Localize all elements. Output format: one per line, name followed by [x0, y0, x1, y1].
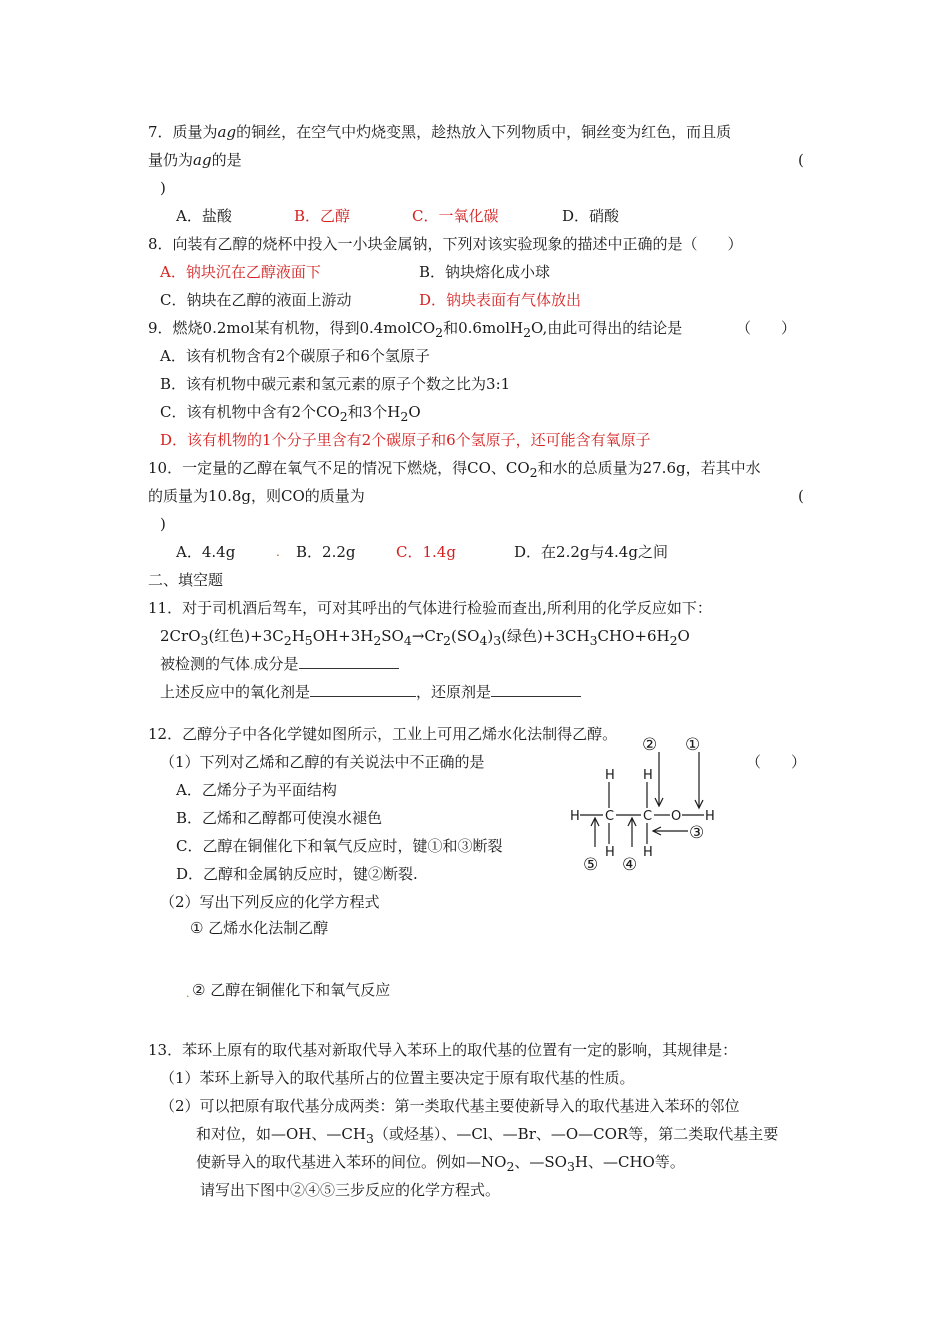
atom-o: O: [671, 809, 682, 824]
q9-option-b: B．该有机物中碳元素和氢元素的原子个数之比为3:1: [160, 375, 511, 393]
q7-option-c: C．一氧化碳: [412, 207, 499, 225]
atom-h-bottom-left: H: [605, 845, 615, 860]
q8-stem: 8．向装有乙醇的烧杯中投入一小块金属钠，下列对该实验现象的描述中正确的是（ ）: [148, 235, 743, 253]
q13-p2-line3: 使新导入的取代基进入苯环的间位。例如$—NO_2$、$—SO_3H$、—CHO等。: [196, 1153, 685, 1174]
q9-paren: （ ）: [736, 319, 797, 337]
q8-option-c: C．钠块在乙醇的液面上游动: [160, 291, 352, 309]
bond-label-3: ③: [689, 823, 705, 843]
q12-reaction-1: ① 乙烯水化法制乙醇: [190, 919, 329, 937]
gas-answer-blank[interactable]: [299, 654, 399, 669]
q13-stem: 13．苯环上原有的取代基对新取代导入苯环上的取代基的位置有一定的影响，其规律是：: [148, 1041, 738, 1059]
atom-h-top-left: H: [605, 768, 615, 783]
q7-option-b: B．乙醇: [294, 207, 351, 225]
q7-var-a: ag: [217, 123, 237, 141]
q9-option-d: D．该有机物的1个分子里含有2个碳原子和6个氢原子，还可能含有氧原子: [160, 431, 651, 449]
bond-label-5: ⑤: [583, 855, 599, 872]
q12-option-d: D．乙醇和金属钠反应时，键②断裂.: [176, 865, 418, 883]
q8-option-d: D．钠块表面有气体放出: [419, 291, 582, 309]
q7-paren-close: ): [160, 179, 166, 197]
reducer-answer-blank[interactable]: [491, 682, 581, 697]
q11-stray-dot: .: [250, 659, 254, 672]
q7-paren-open: (: [798, 151, 804, 169]
q12-option-a: A．乙烯分子为平面结构: [176, 781, 337, 799]
q10-option-a: A．4.4g: [176, 543, 236, 561]
q8-option-a: A．钠块沉在乙醇液面下: [160, 263, 321, 281]
q7-stem-line2: 量仍为ag的是: [148, 151, 242, 169]
q12-paren: （ ）: [746, 753, 807, 771]
section-title: 二、填空题: [148, 571, 224, 589]
q7-option-a: A．盐酸: [176, 207, 232, 225]
atom-c2: C: [643, 809, 653, 824]
q11-redox-line: 上述反应中的氧化剂是 ，还原剂是: [160, 682, 581, 702]
q10-stray-dot: .: [276, 545, 280, 559]
atom-h-top-mid: H: [643, 768, 653, 783]
atom-h-right: H: [705, 809, 715, 824]
q10-stem: 10．一定量的乙醇在氧气不足的情况下燃烧，得CO、$CO_2$和水的总质量为27.6g，若其中水: [148, 459, 761, 480]
reaction-arrow: →: [411, 627, 425, 645]
bond-label-1: ①: [685, 735, 701, 755]
q13-p3: 请写出下图中②④⑤三步反应的化学方程式。: [200, 1181, 501, 1199]
q9-stem: 9．燃烧0.2mol某有机物，得到0.4molCO$_2$和0.6molH$_2$O,由此可得出的结论是: [148, 319, 683, 340]
bond-label-4: ④: [622, 855, 638, 872]
q12-stray-dot: .: [186, 987, 190, 1000]
ethanol-bond-diagram: [565, 722, 745, 872]
q7-var-a2: ag: [193, 151, 212, 169]
q11-stem: 11．对于司机酒后驾车，可对其呼出的气体进行检验而查出,所利用的化学反应如下：: [148, 599, 712, 617]
bond-label-2: ②: [642, 735, 658, 755]
q10-paren-open: (: [798, 487, 804, 505]
q13-p2-line1: （2）可以把原有取代基分成两类：第一类取代基主要使新导入的取代基进入苯环的邻位: [160, 1097, 740, 1115]
q10-option-c: C．1.4g: [396, 543, 456, 561]
q11-gas-line: 被检测的气体.成分是: [160, 654, 399, 676]
q12-sub1: （1）下列对乙烯和乙醇的有关说法中不正确的是: [160, 753, 485, 771]
q12-reaction-2: ② 乙醇在铜催化下和氧气反应: [192, 981, 391, 999]
atom-h-bottom-mid: H: [643, 845, 653, 860]
q13-p1: （1）苯环上新导入的取代基所占的位置主要决定于原有取代基的性质。: [160, 1069, 635, 1087]
q9-option-c: C．该有机物中含有2个$CO_2$和3个$H_2O$: [160, 403, 421, 424]
q7-option-d: D．硝酸: [562, 207, 620, 225]
q12-stem: 12．乙醇分子中各化学键如图所示，工业上可用乙烯水化法制得乙醇。: [148, 725, 618, 743]
q10-paren-close: ): [160, 515, 166, 533]
q10-option-d: D．在2.2g与4.4g之间: [514, 543, 668, 561]
q7-stem: 7．质量为ag的铜丝，在空气中灼烧变黑，趁热放入下列物质中，铜丝变为红色，而且质: [148, 123, 732, 141]
q11-equation: 2CrO$_3$(红色)$+3C_2H_5OH+3H_2SO_4\to Cr_2(SO_4)_3$(绿色)$+3CH_3CHO+6H_2O$: [160, 627, 690, 648]
q10-stem-line2: 的质量为10.8g，则CO的质量为: [148, 487, 365, 505]
q13-p2-line2: 和对位，如—OH、$—CH_3$（或烃基）、—Cl、—Br、—O—COR等，第二类取代基主要: [196, 1125, 779, 1146]
oxidizer-answer-blank[interactable]: [310, 682, 416, 697]
q10-option-b: B．2.2g: [296, 543, 356, 561]
q12-sub2: （2）写出下列反应的化学方程式: [160, 893, 380, 911]
q12-option-b: B．乙烯和乙醇都可使溴水褪色: [176, 809, 383, 827]
q9-option-a: A．该有机物含有2个碳原子和6个氢原子: [160, 347, 430, 365]
atom-c1: C: [605, 809, 615, 824]
atom-h-left: H: [570, 809, 580, 824]
q12-option-c: C．乙醇在铜催化下和氧气反应时，键①和③断裂: [176, 837, 503, 855]
q8-option-b: B．钠块熔化成小球: [419, 263, 551, 281]
